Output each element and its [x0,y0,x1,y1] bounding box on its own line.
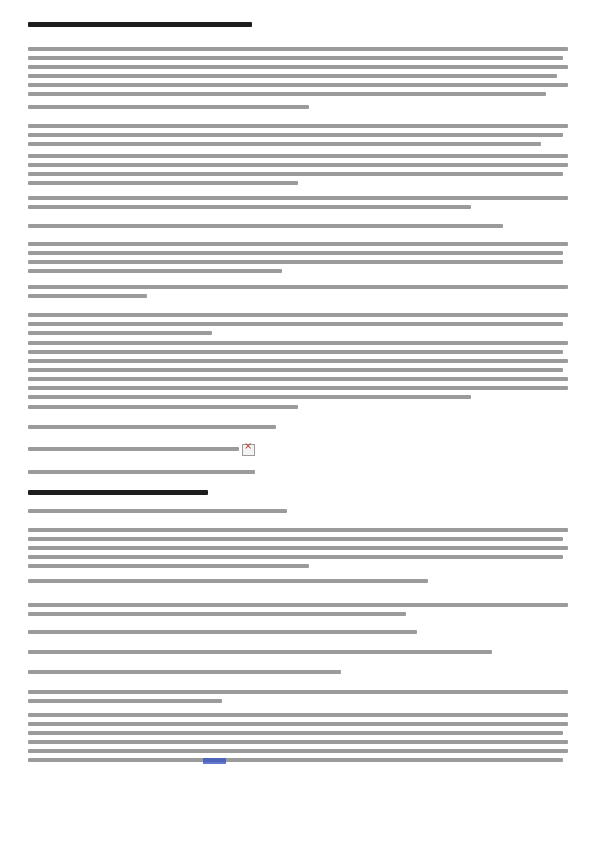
paragraph [28,405,568,414]
section-heading [28,22,252,27]
broken-image-icon [242,444,255,456]
paragraph [28,579,568,588]
paragraph [28,105,568,114]
paragraph [28,470,568,479]
paragraph [28,154,568,190]
note-paragraph [28,285,568,303]
note-paragraph [28,650,568,659]
reference-link[interactable] [203,758,226,764]
paragraph [28,47,568,101]
paragraph [28,690,568,708]
paragraph [28,196,568,214]
paragraph [28,509,568,518]
paragraph [28,425,568,434]
paragraph [28,124,568,151]
paragraph [28,341,568,404]
paragraph [28,528,568,573]
paragraph [28,630,568,639]
paragraph [28,242,568,278]
section-heading [28,490,208,495]
paragraph [28,670,568,679]
paragraph [28,603,568,621]
paragraph [28,313,568,340]
paragraph [28,447,568,456]
paragraph [28,713,568,767]
paragraph [28,224,568,233]
